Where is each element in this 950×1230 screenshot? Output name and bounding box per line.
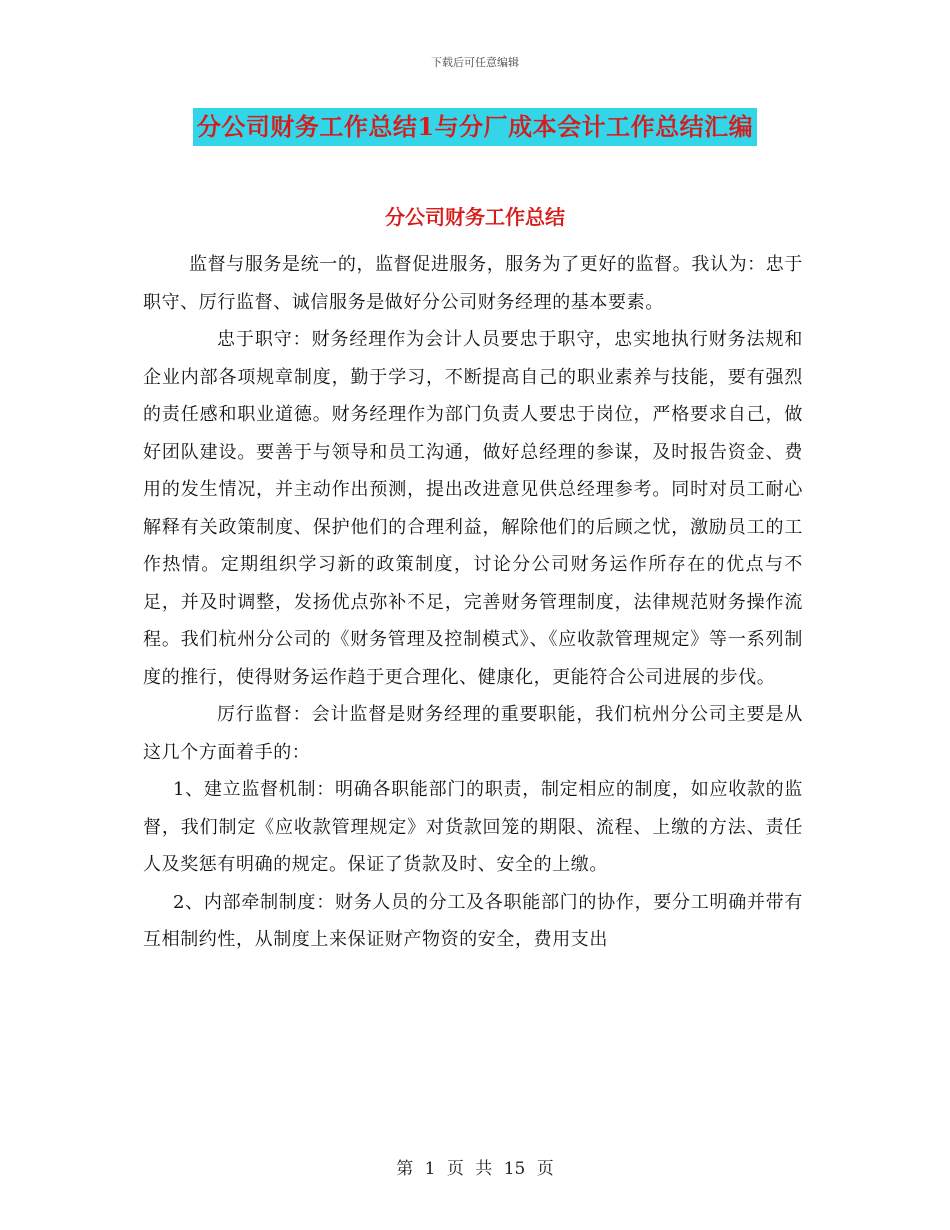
paragraph-intro: 监督与服务是统一的，监督促进服务，服务为了更好的监督。我认为：忠于职守、厉行监督、诚信服务是做好分公司财务经理的基本要素。: [143, 254, 803, 313]
paragraph-loyalty: 忠于职守：财务经理作为会计人员要忠于职守，忠实地执行财务法规和企业内部各项规章制度，勤于学习，不断提高自己的职业素养与技能，要有强烈的责任感和职业道德。财务经理作为部门负责人要忠于岗位，严格要求自己，做好团队建设。要善于与领导和员工沟通，做好总经理的参谋，及时报告资金、费用的发生情况，并主动作出预测，提出改进意见供总经理参考。同时对员工耐心解释有关政策制度、保护他们的合理利益，解除他们的后顾之忧，激励员工的工作热情。定期组织学习新的政策制度，讨论分公司财务运作所存在的优点与不足，并及时调整，发扬优点弥补不足，完善财务管理制度，法律规范财务操作流程。我们杭州分公司的《财务管理及控制模式》、《应收款管理规定》等一系列制度的推行，使得财务运作趋于更合理化、健康化，更能符合公司进展的步伐。: [143, 329, 803, 688]
page-footer: 第 1 页 共 15 页: [396, 1159, 554, 1179]
paragraph-supervision: 厉行监督：会计监督是财务经理的重要职能，我们杭州分公司主要是从这几个方面着手的：: [143, 704, 803, 763]
body-text: [143, 246, 803, 959]
section-title: 分公司财务工作总结: [385, 205, 565, 229]
paragraph-item-1: 1、建立监督机制：明确各职能部门的职责，制定相应的制度，如应收款的监督，我们制定《应收款管理规定》对货款回笼的期限、流程、上缴的方法、责任人及奖惩有明确的规定。保证了货款及时、安全的上缴。: [143, 779, 803, 875]
paragraph-item-2: 2、内部牵制制度：财务人员的分工及各职能部门的协作，要分工明确并带有互相制约性，从制度上来保证财产物资的安全，费用支出: [143, 891, 803, 950]
document-title-wrap: [0, 108, 950, 146]
header-note: 下载后可任意编辑: [431, 56, 519, 69]
document-title: 分公司财务工作总结1与分厂成本会计工作总结汇编: [193, 108, 757, 146]
